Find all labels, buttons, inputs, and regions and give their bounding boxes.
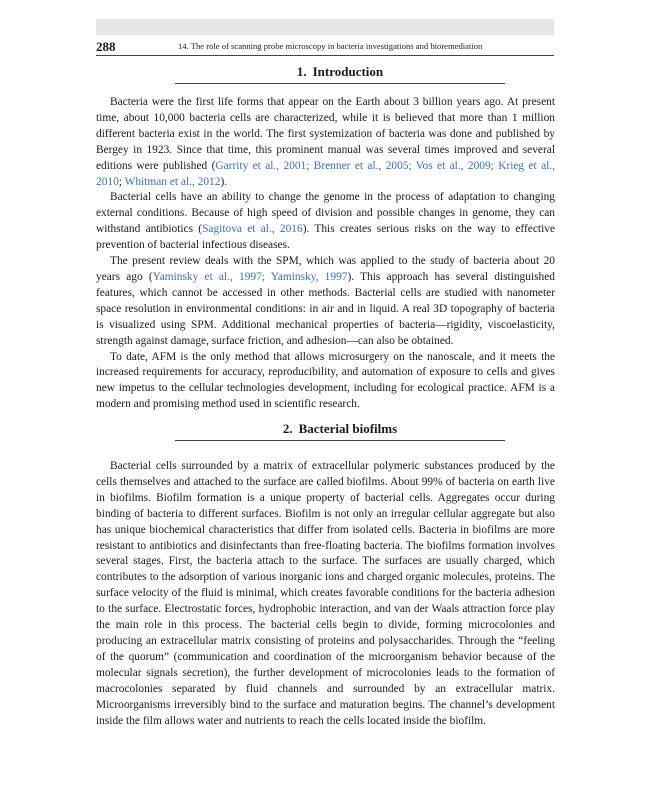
running-header [96, 39, 554, 56]
section-heading-introduction [175, 64, 505, 84]
paragraph [96, 190, 555, 254]
text-run: To date, AFM is the only method that allows microsurgery on the nanoscale, and it meets the increased requirements for accuracy, reproducibility, and automation of exposure to cells and gives new impetus to the cellular technologies development, including for ecological practice. AFM is a modern and promising method used in scientific research. [96, 350, 555, 411]
citation-link: Sagitova et al., 2016 [202, 223, 303, 236]
text-run: The present review deals with the SPM, which was applied to the study of bacteria about 20 years ago ( [96, 255, 555, 283]
section-title: Introduction [312, 64, 384, 79]
biofilms-body [96, 459, 555, 729]
text-run: Bacterial cells surrounded by a matrix of extracellular polymeric substances produced by the cells themselves and attached to the surface are called biofilms. About 99% of bacteria on earth live in biofilms. Biofilm formation is a unique property of bacterial cells. Aggregates occur during binding of bacteria to different surfaces. Biofilm is not only an irregular cellular aggregate but also has unique biochemical characteristics that differ from isolated cells. Bacteria in biofilms are more resistant to antibiotics and disinfectants than free-floating bacteria. The biofilms formation involves several stages. First, the bacteria attach to the surface. The surfaces are usually charged, which contributes to the adsorption of various inorganic ions and charged organic molecules, proteins. The surface velocity of the fluid is minimal, which creates favorable conditions for the bacteria adhesion to the surface. Electrostatic forces, hydrophobic interaction, and van der Waals attraction force play the main role in this process. The bacterial cells begin to divide, forming microcolonies and producing an extracellular matrix consisting of proteins and polysaccharides. Through the “feeling of the quorum” (communication and coordination of the microorganism behavior because of the molecular signals secretion), the further development of microcolonies leads to the formation of macrocolonies separated by fluid channels and surrounded by an extracellular matrix. Microorganisms irreversibly bind to the surface and maturation begins. The channel’s development inside the film allows water and nutrients to reach the cells located inside the biofilm. [96, 460, 555, 727]
section-number: 2. [282, 421, 293, 436]
running-title: 14. The role of scanning probe microscopy in bacteria investigations and bioremediation [178, 41, 483, 51]
text-run: ). [220, 175, 228, 188]
text-run: ). This creates serious risks on the way to effective prevention of bacterial infectious diseases. [96, 223, 555, 252]
paragraph [96, 254, 555, 349]
page-number: 288 [96, 39, 116, 54]
paragraph [96, 95, 555, 190]
introduction-body [96, 95, 555, 413]
section-title: Bacterial biofilms [298, 421, 398, 436]
section-number: 1. [296, 64, 307, 79]
citation-link: Garrity et al., 2001; Brenner et al., 2005; Vos et al., 2009; Krieg et al., 2010 [96, 159, 555, 188]
text-run: ). This approach has several distinguished features, which cannot be accessed in other methods. Bacterial cells are studied with nanometer space resolution in environmental conditions: in air and in liquid. A real 3D topography of bacteria is visualized using SPM. Additional mechanical properties of bacteria—rigidity, viscoelasticity, strength against damage, surface friction, and adhesion—can also be obtained. [96, 270, 555, 347]
section-heading-bacterial-biofilms [175, 421, 505, 441]
paragraph [96, 350, 555, 414]
citation-link: Whitman et al., 2012 [124, 175, 221, 188]
text-run: ; [118, 175, 125, 188]
text-run: Bacteria were the first life forms that appear on the Earth about 3 billion years ago. At present time, about 10,000 bacteria cells are characterized, while it is believed that more than 1 million different bacteria exist in the world. The first systemization of bacteria was done and published by Bergey in 1923. Since that time, this prominent manual was several times improved and several editions were published ( [96, 96, 555, 172]
citation-link: Yaminsky et al., 1997; Yaminsky, 1997 [152, 270, 348, 283]
text-run: Bacterial cells have an ability to change the genome in the process of adaptation to changing external conditions. Because of high speed of division and possible changes in genome, they can withstand antibiotics ( [96, 191, 555, 236]
paragraph [96, 459, 555, 729]
top-margin-band [96, 19, 554, 35]
